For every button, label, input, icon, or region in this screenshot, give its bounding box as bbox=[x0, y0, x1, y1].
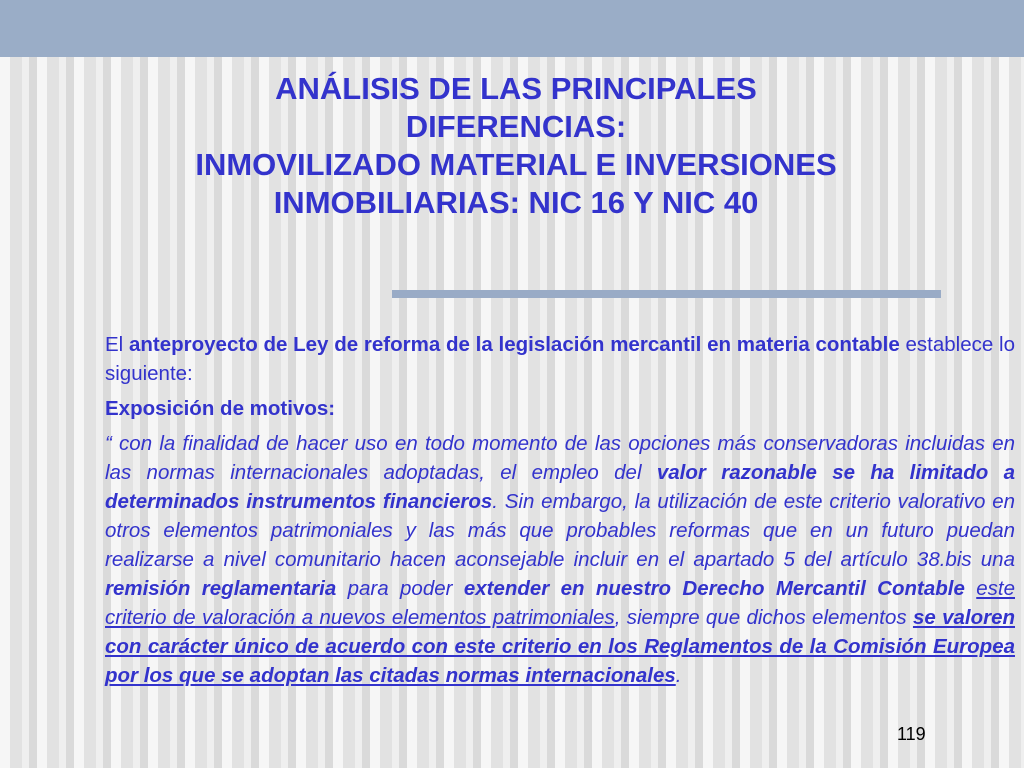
section-heading: Exposición de motivos: bbox=[105, 397, 336, 420]
page-number: 119 bbox=[897, 724, 926, 744]
quote-bold-valor-razonable: valor razonable se ha limitado a determinados instrumentos financieros bbox=[105, 461, 1015, 513]
quote-text-5: . bbox=[675, 664, 682, 687]
slide-title bbox=[60, 70, 972, 222]
title-divider bbox=[392, 290, 941, 298]
title-line-3: INMOVILIZADO MATERIAL E INVERSIONES bbox=[195, 147, 837, 182]
quote-space bbox=[965, 577, 976, 600]
title-line-4: INMOBILIARIAS: NIC 16 Y NIC 40 bbox=[273, 185, 759, 220]
top-band bbox=[0, 0, 1024, 57]
quote-underlined-criterio: este criterio de valoración a nuevos elementos patrimoniales bbox=[105, 577, 1015, 629]
quote-text-1: “ con la finalidad de hacer uso en todo momento de las opciones más conservadoras incluidas en las normas internacionales adoptadas, el empleo del bbox=[105, 432, 1015, 484]
intro-text-2: establece lo siguiente: bbox=[105, 333, 1015, 385]
quote-text-2: . Sin embargo, la utilización de este criterio valorativo en otros elementos patrimoniales y las más que probables reformas que en un futuro puedan realizarse a nivel comunitario hacen aconsejable incluir en el apartado 5 del artículo 38.bis una bbox=[105, 490, 1015, 571]
slide-body bbox=[105, 330, 1015, 690]
quote-paragraph bbox=[105, 429, 1015, 690]
title-line-2: DIFERENCIAS: bbox=[405, 109, 627, 144]
intro-bold-text: anteproyecto de Ley de reforma de la legislación mercantil en materia contable bbox=[128, 333, 900, 356]
quote-bold-underlined-valoren: se valoren con carácter único de acuerdo con este criterio en los Reglamentos de la Comisión Europea por los que se adoptan las citadas normas internacionales bbox=[105, 606, 1015, 687]
quote-bold-remision: remisión reglamentaria bbox=[105, 577, 337, 600]
quote-bold-extender: extender en nuestro Derecho Mercantil Contable bbox=[463, 577, 965, 600]
quote-text-3: para poder bbox=[336, 577, 464, 600]
intro-paragraph bbox=[105, 330, 1015, 388]
quote-text-4: , siempre que dichos elementos bbox=[614, 606, 913, 629]
intro-text-1: El bbox=[105, 333, 129, 356]
title-line-1: ANÁLISIS DE LAS PRINCIPALES bbox=[275, 71, 757, 106]
